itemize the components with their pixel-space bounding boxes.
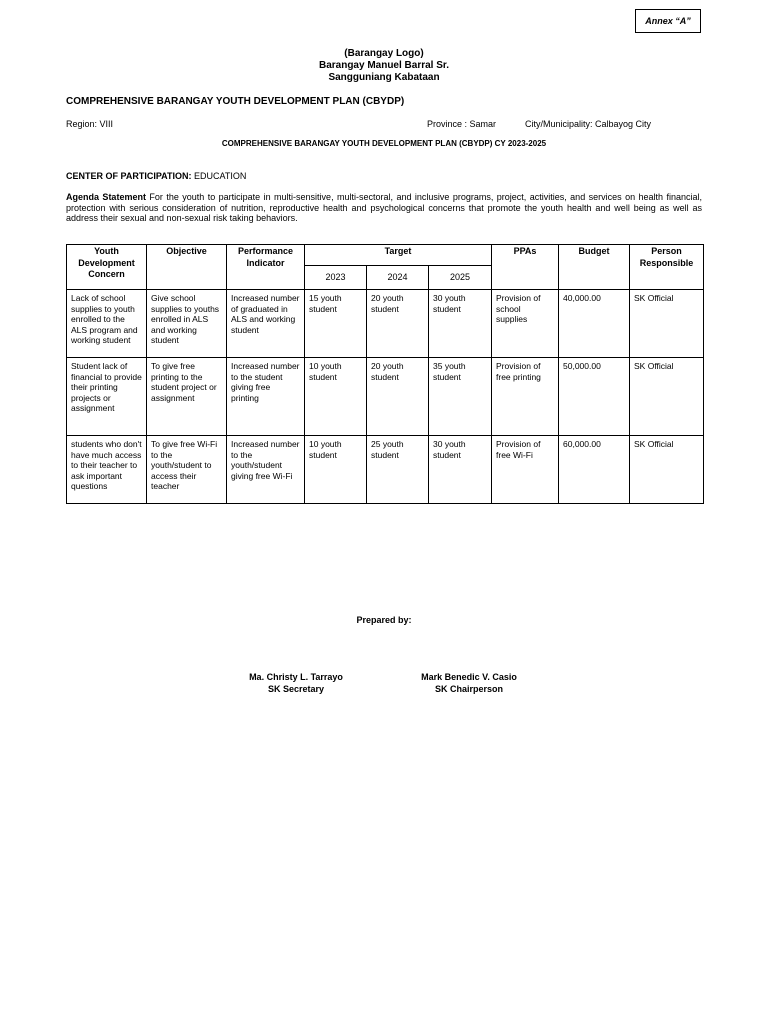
signatory-title: SK Chairperson xyxy=(434,683,503,694)
header-person: Person Responsible xyxy=(630,245,704,290)
cell-ppas: Provision of free printing xyxy=(492,358,559,436)
agenda-text: For the youth to participate in multi-sensitive, multi-sectoral, and inclusive programs, project, activities, and services on health financial, protection with serious consideration of nutrition, reproductive health and psychological concerns that promote the youth health and well being as well as address their sexual and non-sexual risk taking behaviors. xyxy=(66,192,702,223)
cell-target-2023: 15 youth student xyxy=(305,290,367,358)
prepared-by-label: Prepared by: xyxy=(356,615,412,625)
cell-person: SK Official xyxy=(630,436,704,504)
cell-objective: To give free Wi-Fi to the youth/student to access their teacher xyxy=(147,436,227,504)
barangay-name: Barangay Manuel Barral Sr. xyxy=(318,60,450,71)
cell-indicator: Increased number to the youth/student giving free Wi-Fi xyxy=(227,436,305,504)
cell-target-2025: 35 youth student xyxy=(429,358,492,436)
cell-budget: 40,000.00 xyxy=(559,290,630,358)
plan-subtitle: COMPREHENSIVE BARANGAY YOUTH DEVELOPMENT PLAN (CBYDP) CY 2023-2025 xyxy=(221,139,547,148)
cell-concern: students who don't have much access to their teacher to ask important questions xyxy=(67,436,147,504)
cell-target-2024: 25 youth student xyxy=(367,436,429,504)
table-row xyxy=(67,358,704,436)
cell-ppas: Provision of school supplies xyxy=(492,290,559,358)
header-objective: Objective xyxy=(147,245,227,290)
cell-objective: To give free printing to the student project or assignment xyxy=(147,358,227,436)
header-year-2025: 2025 xyxy=(429,266,492,290)
table-row xyxy=(67,290,704,358)
header-year-2024: 2024 xyxy=(367,266,429,290)
region-label: Region: VIII xyxy=(66,119,114,129)
cell-target-2023: 10 youth student xyxy=(305,358,367,436)
council-name: Sangguniang Kabataan xyxy=(328,72,440,83)
province-label: Province : Samar xyxy=(427,119,497,129)
header-year-2023: 2023 xyxy=(305,266,367,290)
cell-target-2023: 10 youth student xyxy=(305,436,367,504)
cell-target-2024: 20 youth student xyxy=(367,290,429,358)
header-indicator: Performance Indicator xyxy=(227,245,305,290)
annex-label: Annex “A” xyxy=(635,9,701,33)
cell-indicator: Increased number to the student giving free printing xyxy=(227,358,305,436)
cell-person: SK Official xyxy=(630,358,704,436)
cell-budget: 60,000.00 xyxy=(559,436,630,504)
center-of-participation xyxy=(66,171,246,181)
cell-person: SK Official xyxy=(630,290,704,358)
plan-title: COMPREHENSIVE BARANGAY YOUTH DEVELOPMENT PLAN (CBYDP) xyxy=(66,96,405,107)
city-label: City/Municipality: Calbayog City xyxy=(525,119,652,129)
center-value: EDUCATION xyxy=(194,171,247,181)
cell-indicator: Increased number of graduated in ALS and working student xyxy=(227,290,305,358)
signatory-title: SK Secretary xyxy=(267,683,325,694)
cell-concern: Student lack of financial to provide their printing projects or assignment xyxy=(67,358,147,436)
barangay-logo-placeholder: (Barangay Logo) xyxy=(344,48,424,59)
signatory-name: Mark Benedic V. Casio xyxy=(421,672,517,682)
cell-target-2024: 20 youth student xyxy=(367,358,429,436)
cell-target-2025: 30 youth student xyxy=(429,436,492,504)
header-ppas: PPAs xyxy=(492,245,559,290)
signatory-name: Ma. Christy L. Tarrayo xyxy=(249,672,343,682)
header-target: Target xyxy=(305,245,492,266)
cbydp-table xyxy=(66,244,704,504)
table-row xyxy=(67,436,704,504)
cell-concern: Lack of school supplies to youth enrolled to the ALS program and working student xyxy=(67,290,147,358)
cell-ppas: Provision of free Wi-Fi xyxy=(492,436,559,504)
header-budget: Budget xyxy=(559,245,630,290)
cell-budget: 50,000.00 xyxy=(559,358,630,436)
signatory-chairperson xyxy=(399,672,539,695)
header-concern: Youth Development Concern xyxy=(67,245,147,290)
cell-target-2025: 30 youth student xyxy=(429,290,492,358)
center-label: CENTER OF PARTICIPATION: xyxy=(66,171,192,181)
cell-objective: Give school supplies to youths enrolled in ALS and working student xyxy=(147,290,227,358)
agenda-statement xyxy=(66,192,702,224)
signatory-secretary xyxy=(226,672,366,695)
agenda-label: Agenda Statement xyxy=(66,192,146,202)
